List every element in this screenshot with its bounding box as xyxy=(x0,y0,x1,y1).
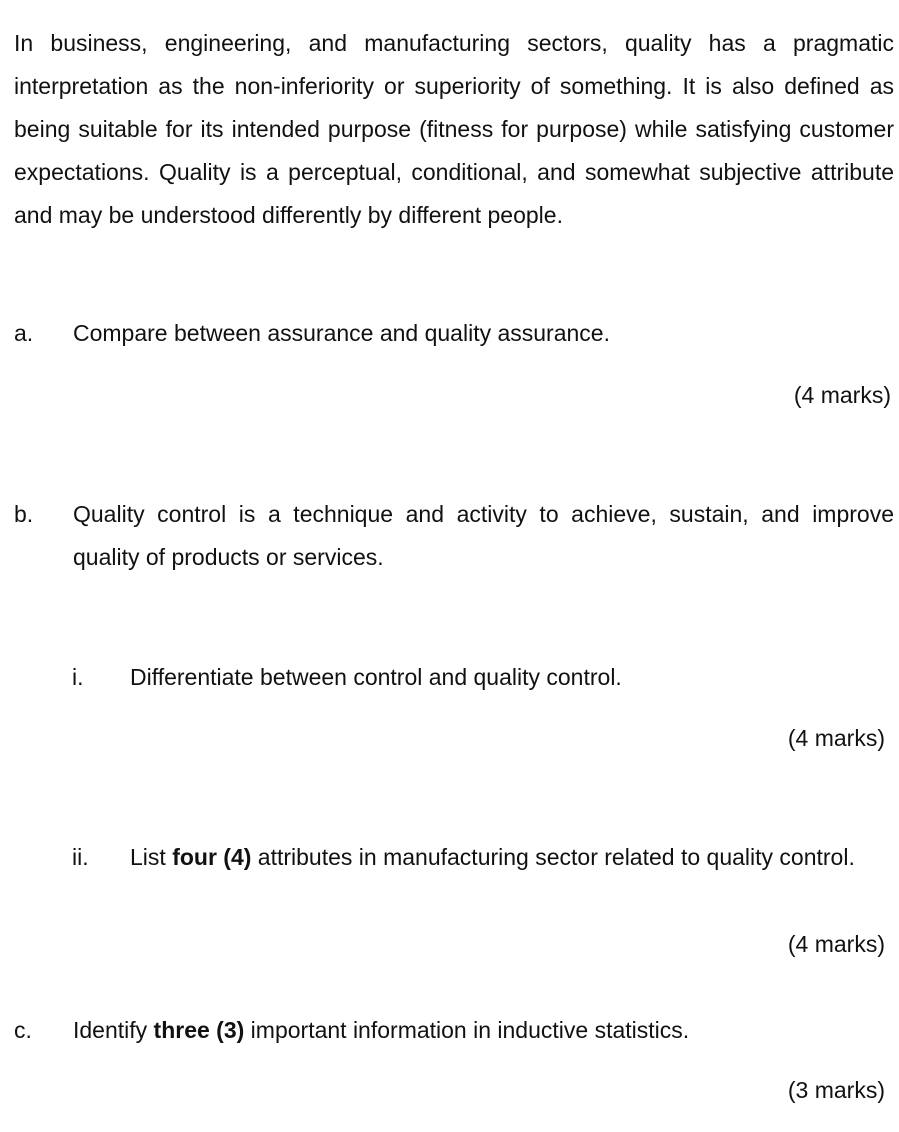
question-b-i-marks: (4 marks) xyxy=(787,725,885,751)
question-b-text: Quality control is a technique and activity to achieve, sustain, and improve quality of products or services. xyxy=(73,501,894,570)
question-b-ii-text-post: attributes in manufacturing sector related to quality control. xyxy=(251,844,855,870)
question-b-i xyxy=(72,656,894,699)
question-c-marks: (3 marks) xyxy=(787,1077,885,1103)
question-b-i-text: Differentiate between control and quality control. xyxy=(130,664,622,690)
question-b-i-label: i. xyxy=(72,664,84,690)
question-a-text: Compare between assurance and quality assurance. xyxy=(73,320,610,346)
question-b-ii-label: ii. xyxy=(72,844,89,870)
question-b-ii-text xyxy=(130,836,894,879)
question-b-ii xyxy=(72,836,894,922)
question-c-count: three (3) xyxy=(153,1017,245,1043)
question-b-ii-text-pre: List xyxy=(130,844,173,870)
question-c-text-post: important information in inductive statistics. xyxy=(244,1017,690,1043)
question-a xyxy=(14,312,894,355)
question-a-marks: (4 marks) xyxy=(793,382,891,408)
question-a-label: a. xyxy=(14,320,34,346)
question-c-text xyxy=(73,1009,894,1052)
question-c-text-pre: Identify xyxy=(73,1017,154,1043)
question-b-ii-marks: (4 marks) xyxy=(787,931,885,957)
question-c xyxy=(14,1009,894,1052)
question-b xyxy=(14,493,894,579)
question-b-label: b. xyxy=(14,501,34,527)
intro-paragraph: In business, engineering, and manufacturing sectors, quality has a pragmatic interpretation as the non-inferiority or superiority of something. It is also defined as being suitable for its intended purpose (fitness for purpose) while satisfying customer expectations. Quality is a perceptual, conditional, and somewhat subjective attribute and may be understood differently by different people. xyxy=(14,30,894,228)
question-b-ii-count: four (4) xyxy=(172,844,252,870)
question-c-label: c. xyxy=(14,1017,32,1043)
